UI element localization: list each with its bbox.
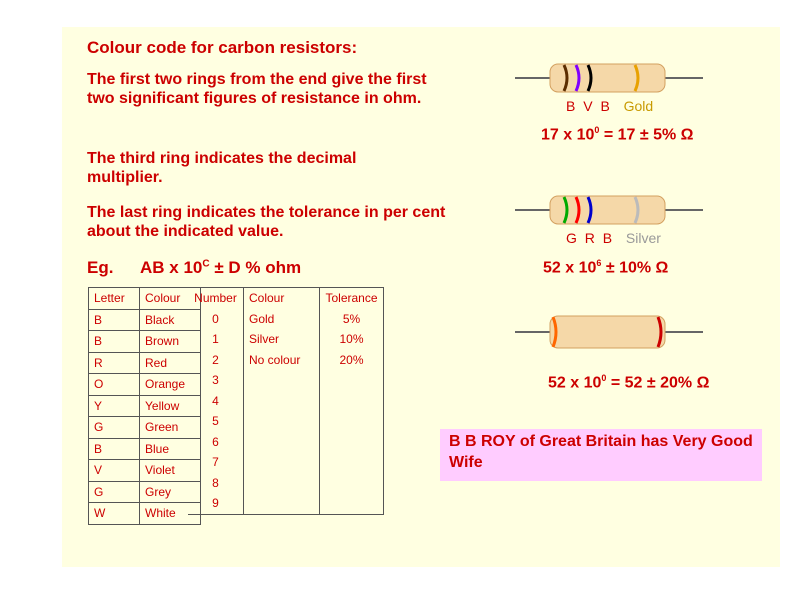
table-row — [89, 503, 201, 525]
colour-table-left — [88, 287, 201, 525]
cell-letter: G — [89, 417, 140, 439]
table-row — [188, 432, 384, 453]
cell-number: 7 — [188, 452, 244, 473]
table-row — [188, 350, 384, 371]
resistor-1-value — [541, 125, 694, 144]
table-header-row — [188, 288, 384, 309]
resistor-3-value-exp: 0 — [601, 373, 607, 383]
resistor-2-diagram — [515, 190, 705, 230]
table-row — [188, 473, 384, 494]
resistor-2-value-base: 52 x 10 — [543, 259, 597, 277]
table-row — [188, 411, 384, 432]
cell-colour: Violet — [140, 460, 201, 482]
resistor-2-value-exp: 6 — [596, 258, 602, 268]
resistor-1-diagram — [515, 58, 705, 98]
cell-tolerance: 10% — [320, 329, 384, 350]
table-row — [89, 481, 201, 503]
table-row — [188, 370, 384, 391]
cell-letter: B — [89, 309, 140, 331]
paragraph-multiplier: The third ring indicates the decimal multiplier. — [87, 150, 357, 186]
cell-colour: Grey — [140, 481, 201, 503]
example-label: Eg. — [87, 258, 114, 277]
header-tolerance: Tolerance — [320, 288, 384, 309]
cell-tolerance — [320, 370, 384, 391]
cell-tolerance — [320, 411, 384, 432]
table-row — [89, 374, 201, 396]
paragraph-significant-figures: The first two rings from the end give the first two significant figures of resistance in ohm. — [87, 71, 427, 107]
cell-tolerance-colour — [244, 370, 320, 391]
cell-number: 2 — [188, 350, 244, 371]
cell-tolerance: 5% — [320, 309, 384, 330]
resistor-1-value-base: 17 x 10 — [541, 126, 595, 144]
header-letter: Letter — [89, 288, 140, 310]
resistor-3-value — [548, 373, 709, 392]
resistor-1-tolerance-band: Gold — [623, 98, 654, 114]
table-row — [89, 417, 201, 439]
cell-tolerance — [320, 493, 384, 514]
table-row — [89, 352, 201, 374]
cell-tolerance-colour — [244, 391, 320, 412]
header-number: Number — [188, 288, 244, 309]
formula-rest: ± D % ohm — [209, 258, 302, 277]
table-row — [188, 391, 384, 412]
cell-number: 0 — [188, 309, 244, 330]
table-row — [188, 309, 384, 330]
cell-number: 8 — [188, 473, 244, 494]
table-row — [89, 395, 201, 417]
cell-letter: G — [89, 481, 140, 503]
resistor-2-value-rest: ± 10% Ω — [601, 259, 669, 277]
cell-number: 6 — [188, 432, 244, 453]
cell-colour: Brown — [140, 331, 201, 353]
example-formula — [140, 258, 301, 278]
cell-letter: W — [89, 503, 140, 525]
cell-colour: Yellow — [140, 395, 201, 417]
cell-tolerance-colour — [244, 411, 320, 432]
cell-tolerance — [320, 473, 384, 494]
cell-tolerance — [320, 452, 384, 473]
header-colour: Colour — [140, 288, 201, 310]
cell-colour: Orange — [140, 374, 201, 396]
cell-number: 1 — [188, 329, 244, 350]
cell-letter: Y — [89, 395, 140, 417]
resistor-3-value-base: 52 x 10 — [548, 374, 602, 392]
resistor-2-tolerance-band: Silver — [625, 230, 661, 246]
cell-colour: Green — [140, 417, 201, 439]
cell-letter: V — [89, 460, 140, 482]
formula-exponent: C — [202, 258, 210, 270]
resistor-1-value-exp: 0 — [594, 125, 600, 135]
table-row — [89, 309, 201, 331]
page-title: Colour code for carbon resistors: — [87, 38, 358, 57]
resistor-3-diagram — [515, 312, 705, 364]
cell-tolerance-colour — [244, 473, 320, 494]
resistor-1-value-rest: = 17 ± 5% Ω — [599, 126, 694, 144]
cell-letter: R — [89, 352, 140, 374]
table-row — [89, 331, 201, 353]
cell-tolerance-colour: Gold — [244, 309, 320, 330]
cell-tolerance-colour: Silver — [244, 329, 320, 350]
cell-number: 5 — [188, 411, 244, 432]
cell-tolerance-colour — [244, 493, 320, 514]
cell-tolerance — [320, 432, 384, 453]
table-row — [188, 329, 384, 350]
table-row — [89, 460, 201, 482]
table-row — [188, 452, 384, 473]
cell-colour: Blue — [140, 438, 201, 460]
cell-colour: White — [140, 503, 201, 525]
cell-number: 9 — [188, 493, 244, 514]
cell-number: 3 — [188, 370, 244, 391]
cell-number: 4 — [188, 391, 244, 412]
resistor-1-code — [566, 98, 653, 114]
cell-colour: Red — [140, 352, 201, 374]
resistor-body — [550, 316, 665, 348]
colour-table-right — [188, 287, 384, 515]
mnemonic-box: B B ROY of Great Britain has Very Good Wife — [440, 429, 762, 481]
resistor-3-value-rest: = 52 ± 20% Ω — [606, 374, 710, 392]
cell-letter: B — [89, 438, 140, 460]
table-row — [188, 493, 384, 514]
formula-base: AB x 10 — [140, 258, 203, 277]
cell-tolerance-colour: No colour — [244, 350, 320, 371]
cell-tolerance: 20% — [320, 350, 384, 371]
cell-letter: O — [89, 374, 140, 396]
table-row — [89, 438, 201, 460]
table-header-row — [89, 288, 201, 310]
resistor-1-letters: B V B — [566, 98, 612, 114]
cell-tolerance — [320, 391, 384, 412]
cell-colour: Black — [140, 309, 201, 331]
cell-tolerance-colour — [244, 432, 320, 453]
header-tolerance-colour: Colour — [244, 288, 320, 309]
cell-letter: B — [89, 331, 140, 353]
resistor-2-value — [543, 258, 668, 277]
paragraph-tolerance: The last ring indicates the tolerance in per cent about the indicated value. — [87, 204, 446, 240]
cell-tolerance-colour — [244, 452, 320, 473]
resistor-2-letters: G R B — [566, 230, 615, 246]
resistor-2-code — [566, 230, 661, 246]
